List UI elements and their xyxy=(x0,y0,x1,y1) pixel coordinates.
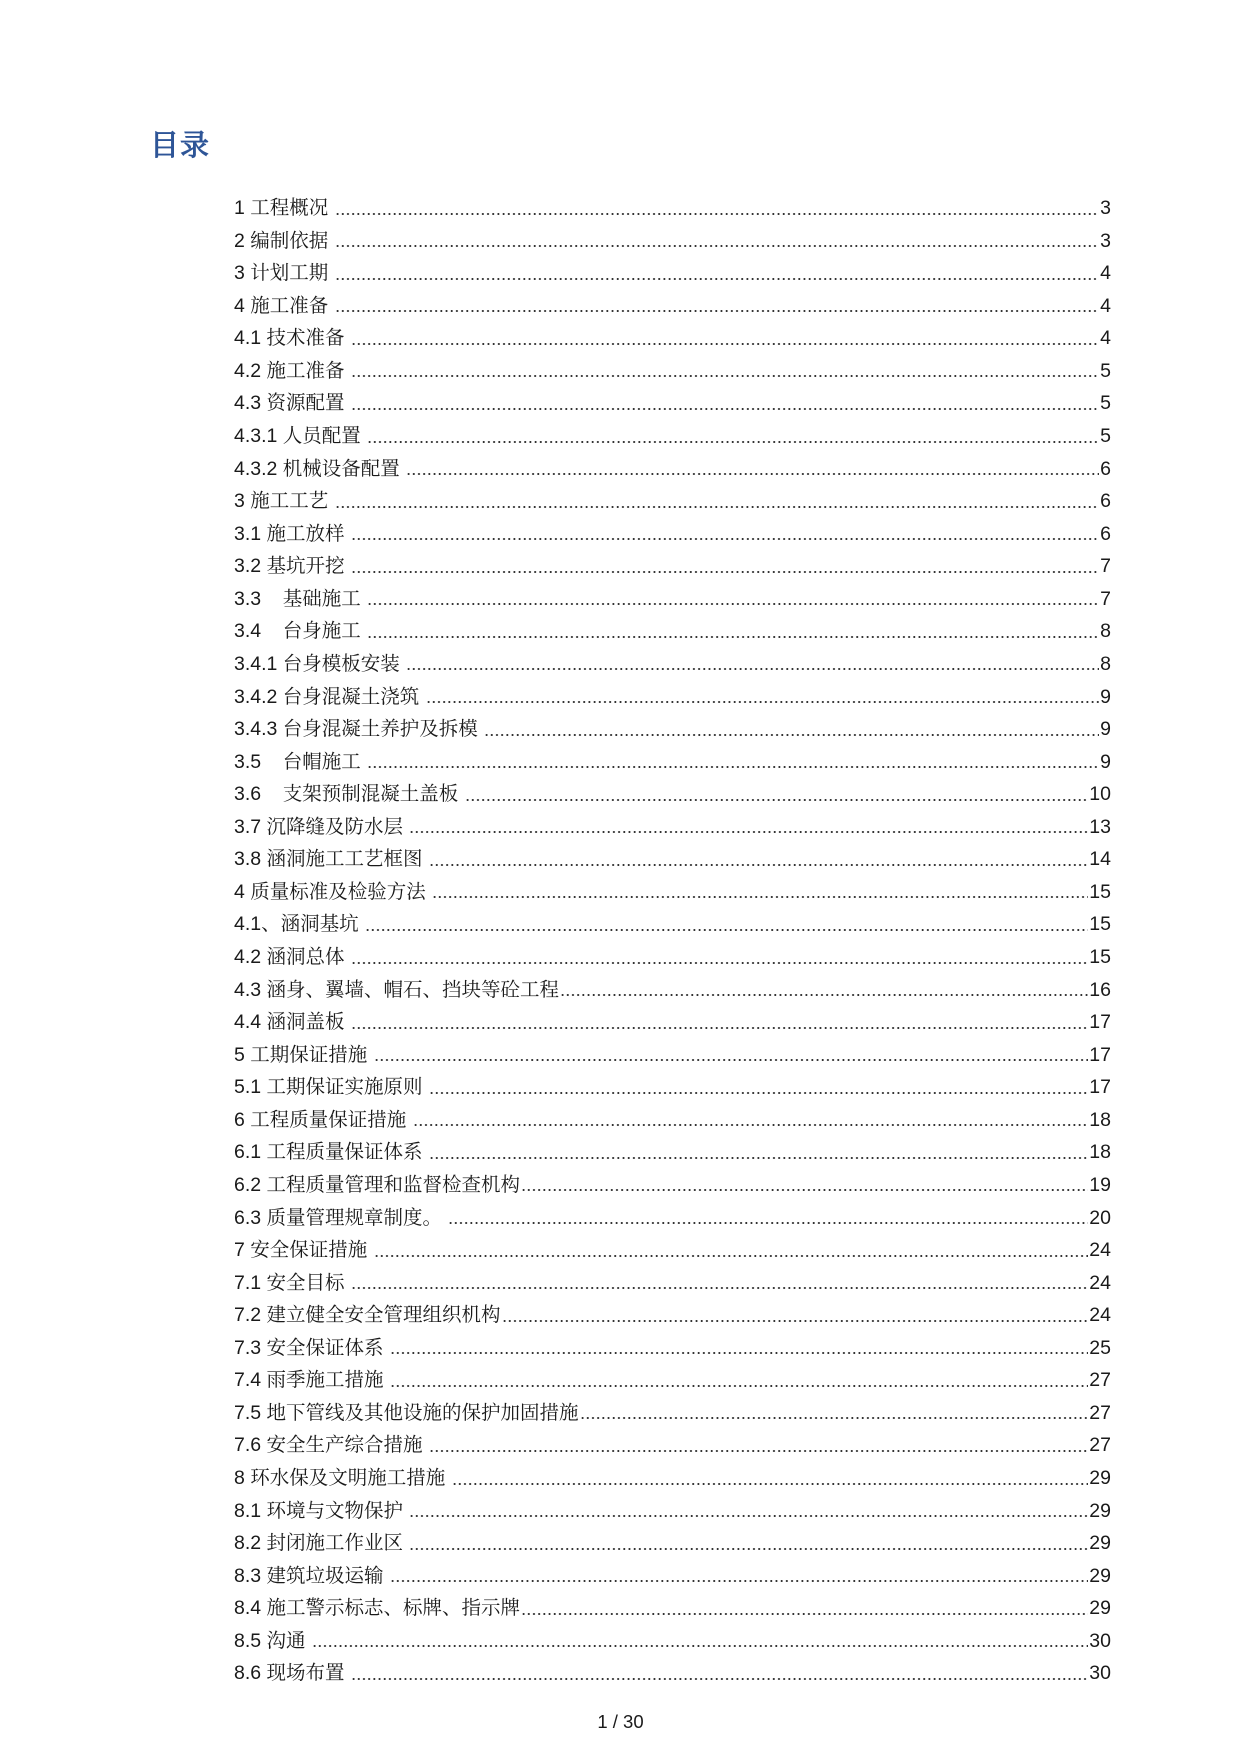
toc-entry-label: 3.1 施工放样 xyxy=(234,522,350,545)
toc-entry[interactable] xyxy=(234,707,1111,740)
toc-title: 目录 xyxy=(150,130,211,162)
toc-entry-label: 8.6 现场布置 xyxy=(234,1662,350,1685)
toc-leader-dots xyxy=(413,1123,1089,1127)
toc-entry-label: 3.4.2 台身混凝土浇筑 xyxy=(234,685,425,708)
toc-leader-dots xyxy=(351,537,1099,541)
toc-leader-dots xyxy=(406,472,1099,476)
toc-leader-dots xyxy=(390,1351,1088,1355)
toc-leader-dots xyxy=(351,407,1099,411)
toc-entry-label: 4.1 技术准备 xyxy=(234,327,350,350)
toc-entry-label: 2 编制依据 xyxy=(234,229,334,252)
toc-entry-page: 29 xyxy=(1089,1467,1111,1489)
toc-entry[interactable] xyxy=(234,1065,1111,1098)
toc-entry-page: 17 xyxy=(1089,1043,1111,1066)
toc-leader-dots xyxy=(409,830,1088,834)
toc-entry[interactable] xyxy=(234,447,1111,480)
toc-entry-page: 17 xyxy=(1089,1011,1111,1034)
toc-entry[interactable] xyxy=(234,902,1111,935)
toc-entry-label: 5.1 工期保证实施原则 xyxy=(234,1076,428,1099)
toc-leader-dots xyxy=(335,505,1099,509)
toc-leader-dots xyxy=(367,635,1099,639)
toc-entry[interactable] xyxy=(234,1261,1111,1294)
toc-entry-page: 10 xyxy=(1089,783,1111,806)
toc-entry-page: 16 xyxy=(1089,978,1111,1001)
toc-leader-dots xyxy=(351,1286,1088,1290)
toc-entry-label: 8.1 环境与文物保护 xyxy=(234,1499,409,1522)
toc-leader-dots xyxy=(426,700,1099,704)
toc-entry-page: 9 xyxy=(1100,685,1111,708)
toc-leader-dots xyxy=(521,1188,1088,1192)
toc-entry-label: 4.4 涵洞盖板 xyxy=(234,1011,350,1034)
toc-entry[interactable] xyxy=(234,544,1111,577)
toc-entry-page: 3 xyxy=(1100,197,1111,220)
toc-entry[interactable] xyxy=(234,609,1111,642)
toc-entry[interactable] xyxy=(234,414,1111,447)
toc-entry-label: 6.3 质量管理规章制度。 xyxy=(234,1206,448,1229)
toc-entry-page: 29 xyxy=(1089,1532,1111,1555)
toc-entry-label: 3.6 支架预制混凝土盖板 xyxy=(234,783,464,806)
toc-entry-label: 6 工程质量保证措施 xyxy=(234,1108,412,1131)
toc-entry-label: 7.6 安全生产综合措施 xyxy=(234,1434,428,1457)
toc-entry-page: 29 xyxy=(1089,1564,1111,1587)
toc-entry[interactable] xyxy=(234,1554,1111,1587)
toc-entry-label: 7 安全保证措施 xyxy=(234,1239,373,1262)
toc-entry-page: 6 xyxy=(1100,490,1111,513)
toc-entry[interactable] xyxy=(234,1489,1111,1522)
toc-entry-page: 24 xyxy=(1089,1304,1111,1327)
toc-leader-dots xyxy=(502,1319,1089,1323)
toc-leader-dots xyxy=(335,309,1099,313)
toc-entry[interactable] xyxy=(234,1586,1111,1619)
toc-entry-label: 7.4 雨季施工措施 xyxy=(234,1369,389,1392)
table-of-contents xyxy=(234,186,1111,1684)
toc-entry-page: 27 xyxy=(1089,1369,1111,1392)
toc-entry-page: 17 xyxy=(1089,1076,1111,1099)
toc-leader-dots xyxy=(365,928,1088,932)
toc-entry-label: 6.1 工程质量保证体系 xyxy=(234,1141,428,1164)
toc-entry-page: 8 xyxy=(1100,620,1111,643)
toc-leader-dots xyxy=(367,602,1099,606)
toc-entry[interactable] xyxy=(234,1326,1111,1359)
toc-entry-label: 4.3.2 机械设备配置 xyxy=(234,457,406,480)
toc-entry[interactable] xyxy=(234,1293,1111,1326)
toc-entry-page: 27 xyxy=(1089,1401,1111,1424)
toc-entry-label: 3 计划工期 xyxy=(234,262,334,285)
toc-leader-dots xyxy=(406,667,1099,671)
toc-entry-page: 27 xyxy=(1089,1434,1111,1457)
toc-entry-page: 25 xyxy=(1089,1336,1111,1359)
toc-leader-dots xyxy=(351,1677,1088,1681)
toc-leader-dots xyxy=(452,1482,1089,1486)
toc-entry-label: 3.7 沉降缝及防水层 xyxy=(234,815,409,838)
toc-entry[interactable] xyxy=(234,1228,1111,1261)
toc-leader-dots xyxy=(335,277,1099,281)
toc-entry[interactable] xyxy=(234,316,1111,349)
toc-entry-page: 4 xyxy=(1100,294,1111,317)
toc-entry[interactable] xyxy=(234,1423,1111,1456)
toc-entry-page: 15 xyxy=(1089,880,1111,903)
toc-entry-label: 4 施工准备 xyxy=(234,294,334,317)
toc-entry-page: 29 xyxy=(1089,1499,1111,1522)
toc-entry-page: 18 xyxy=(1089,1141,1111,1164)
toc-entry-label: 7.3 安全保证体系 xyxy=(234,1336,389,1359)
toc-leader-dots xyxy=(351,1026,1088,1030)
toc-leader-dots xyxy=(335,244,1099,248)
toc-entry[interactable] xyxy=(234,1000,1111,1033)
toc-entry-label: 3.2 基坑开挖 xyxy=(234,555,350,578)
toc-leader-dots xyxy=(521,1612,1088,1616)
toc-entry-label: 3.4.3 台身混凝土养护及拆模 xyxy=(234,718,484,741)
toc-entry[interactable] xyxy=(234,1521,1111,1554)
toc-entry[interactable] xyxy=(234,1098,1111,1131)
toc-entry[interactable] xyxy=(234,1163,1111,1196)
toc-leader-dots xyxy=(429,863,1088,867)
toc-entry-label: 8.5 沟通 xyxy=(234,1629,311,1652)
toc-entry[interactable] xyxy=(234,186,1111,219)
toc-entry[interactable] xyxy=(234,1651,1111,1684)
toc-leader-dots xyxy=(351,342,1099,346)
toc-entry-page: 14 xyxy=(1089,848,1111,871)
toc-entry-page: 9 xyxy=(1100,718,1111,741)
toc-leader-dots xyxy=(560,993,1088,997)
toc-entry[interactable] xyxy=(234,772,1111,805)
toc-entry-page: 15 xyxy=(1089,946,1111,968)
toc-entry[interactable] xyxy=(234,1456,1111,1489)
toc-leader-dots xyxy=(312,1644,1088,1648)
toc-entry-label: 8.3 建筑垃圾运输 xyxy=(234,1564,389,1587)
toc-entry[interactable] xyxy=(234,674,1111,707)
toc-entry-label: 3 施工工艺 xyxy=(234,490,334,513)
page-number: 1 / 30 xyxy=(597,1711,644,1732)
toc-entry-label: 8 环水保及文明施工措施 xyxy=(234,1467,451,1489)
toc-entry[interactable] xyxy=(234,219,1111,252)
toc-entry-label: 4 质量标准及检验方法 xyxy=(234,880,432,903)
toc-entry[interactable] xyxy=(234,381,1111,414)
toc-entry-page: 13 xyxy=(1089,815,1111,838)
toc-entry[interactable] xyxy=(234,1391,1111,1424)
toc-entry[interactable] xyxy=(234,1130,1111,1163)
toc-leader-dots xyxy=(374,1058,1089,1062)
toc-entry-page: 4 xyxy=(1100,262,1111,285)
toc-entry-label: 7.2 建立健全安全管理组织机构 xyxy=(234,1304,501,1327)
toc-entry-label: 4.3 涵身、翼墙、帽石、挡块等砼工程 xyxy=(234,978,560,1001)
toc-entry-page: 3 xyxy=(1100,229,1111,252)
toc-leader-dots xyxy=(409,1514,1088,1518)
toc-entry[interactable] xyxy=(234,577,1111,610)
toc-leader-dots xyxy=(429,1449,1088,1453)
toc-entry-page: 30 xyxy=(1089,1629,1111,1652)
toc-entry-label: 4.2 涵洞总体 xyxy=(234,946,350,968)
toc-entry-page: 5 xyxy=(1100,425,1111,447)
toc-entry-label: 3.3 基础施工 xyxy=(234,587,367,610)
toc-entry-label: 3.4.1 台身模板安装 xyxy=(234,652,406,675)
toc-entry-page: 24 xyxy=(1089,1271,1111,1294)
toc-leader-dots xyxy=(409,1547,1088,1551)
toc-entry[interactable] xyxy=(234,1195,1111,1228)
toc-entry-page: 20 xyxy=(1089,1206,1111,1229)
toc-leader-dots xyxy=(484,733,1099,737)
toc-entry[interactable] xyxy=(234,870,1111,903)
toc-entry-page: 5 xyxy=(1100,359,1111,382)
toc-leader-dots xyxy=(367,440,1099,444)
toc-leader-dots xyxy=(351,961,1088,965)
toc-entry-label: 4.3 资源配置 xyxy=(234,392,350,415)
toc-entry[interactable] xyxy=(234,1358,1111,1391)
toc-entry-label: 7.1 安全目标 xyxy=(234,1271,350,1294)
toc-entry-page: 8 xyxy=(1100,652,1111,675)
toc-leader-dots xyxy=(335,212,1099,216)
toc-entry-page: 15 xyxy=(1089,913,1111,936)
toc-entry-page: 19 xyxy=(1089,1173,1111,1196)
toc-entry-page: 24 xyxy=(1089,1239,1111,1262)
toc-entry-page: 6 xyxy=(1100,457,1111,480)
toc-entry-label: 7.5 地下管线及其他设施的保护加固措施 xyxy=(234,1401,579,1424)
toc-entry[interactable] xyxy=(234,349,1111,382)
toc-entry[interactable] xyxy=(234,642,1111,675)
toc-entry[interactable] xyxy=(234,837,1111,870)
toc-entry[interactable] xyxy=(234,805,1111,838)
toc-entry-label: 8.4 施工警示标志、标牌、指示牌 xyxy=(234,1597,521,1620)
toc-entry[interactable] xyxy=(234,740,1111,773)
toc-entry-page: 30 xyxy=(1089,1662,1111,1685)
toc-leader-dots xyxy=(465,798,1089,802)
toc-entry-label: 4.2 施工准备 xyxy=(234,359,350,382)
toc-entry-page: 9 xyxy=(1100,750,1111,773)
toc-entry-page: 29 xyxy=(1089,1597,1111,1620)
toc-entry-label: 5 工期保证措施 xyxy=(234,1043,373,1066)
toc-entry[interactable] xyxy=(234,968,1111,1001)
toc-leader-dots xyxy=(390,1384,1088,1388)
toc-leader-dots xyxy=(429,1156,1088,1160)
toc-entry[interactable] xyxy=(234,251,1111,284)
toc-entry[interactable] xyxy=(234,512,1111,545)
toc-leader-dots xyxy=(429,1091,1088,1095)
toc-leader-dots xyxy=(351,374,1099,378)
toc-entry-label: 8.2 封闭施工作业区 xyxy=(234,1532,409,1555)
toc-leader-dots xyxy=(367,765,1099,769)
toc-leader-dots xyxy=(448,1221,1088,1225)
toc-leader-dots xyxy=(374,1254,1089,1258)
toc-entry[interactable] xyxy=(234,1619,1111,1652)
toc-entry-label: 3.5 台帽施工 xyxy=(234,750,367,773)
toc-entry-label: 4.1、涵洞基坑 xyxy=(234,913,365,936)
toc-entry-label: 4.3.1 人员配置 xyxy=(234,425,367,447)
toc-entry-page: 4 xyxy=(1100,327,1111,350)
toc-leader-dots xyxy=(580,1416,1089,1420)
toc-entry-page: 7 xyxy=(1100,555,1111,578)
toc-leader-dots xyxy=(351,570,1099,574)
toc-entry[interactable] xyxy=(234,935,1111,968)
toc-leader-dots xyxy=(432,895,1088,899)
toc-entry-page: 5 xyxy=(1100,392,1111,415)
toc-entry-page: 7 xyxy=(1100,587,1111,610)
toc-leader-dots xyxy=(390,1579,1088,1583)
toc-entry-label: 1 工程概况 xyxy=(234,197,334,220)
toc-entry[interactable] xyxy=(234,479,1111,512)
toc-entry-label: 3.4 台身施工 xyxy=(234,620,367,643)
toc-entry-page: 18 xyxy=(1089,1108,1111,1131)
toc-entry-label: 3.8 涵洞施工工艺框图 xyxy=(234,848,428,871)
toc-entry[interactable] xyxy=(234,1033,1111,1066)
toc-entry-label: 6.2 工程质量管理和监督检查机构 xyxy=(234,1173,521,1196)
toc-entry[interactable] xyxy=(234,284,1111,317)
toc-entry-page: 6 xyxy=(1100,522,1111,545)
